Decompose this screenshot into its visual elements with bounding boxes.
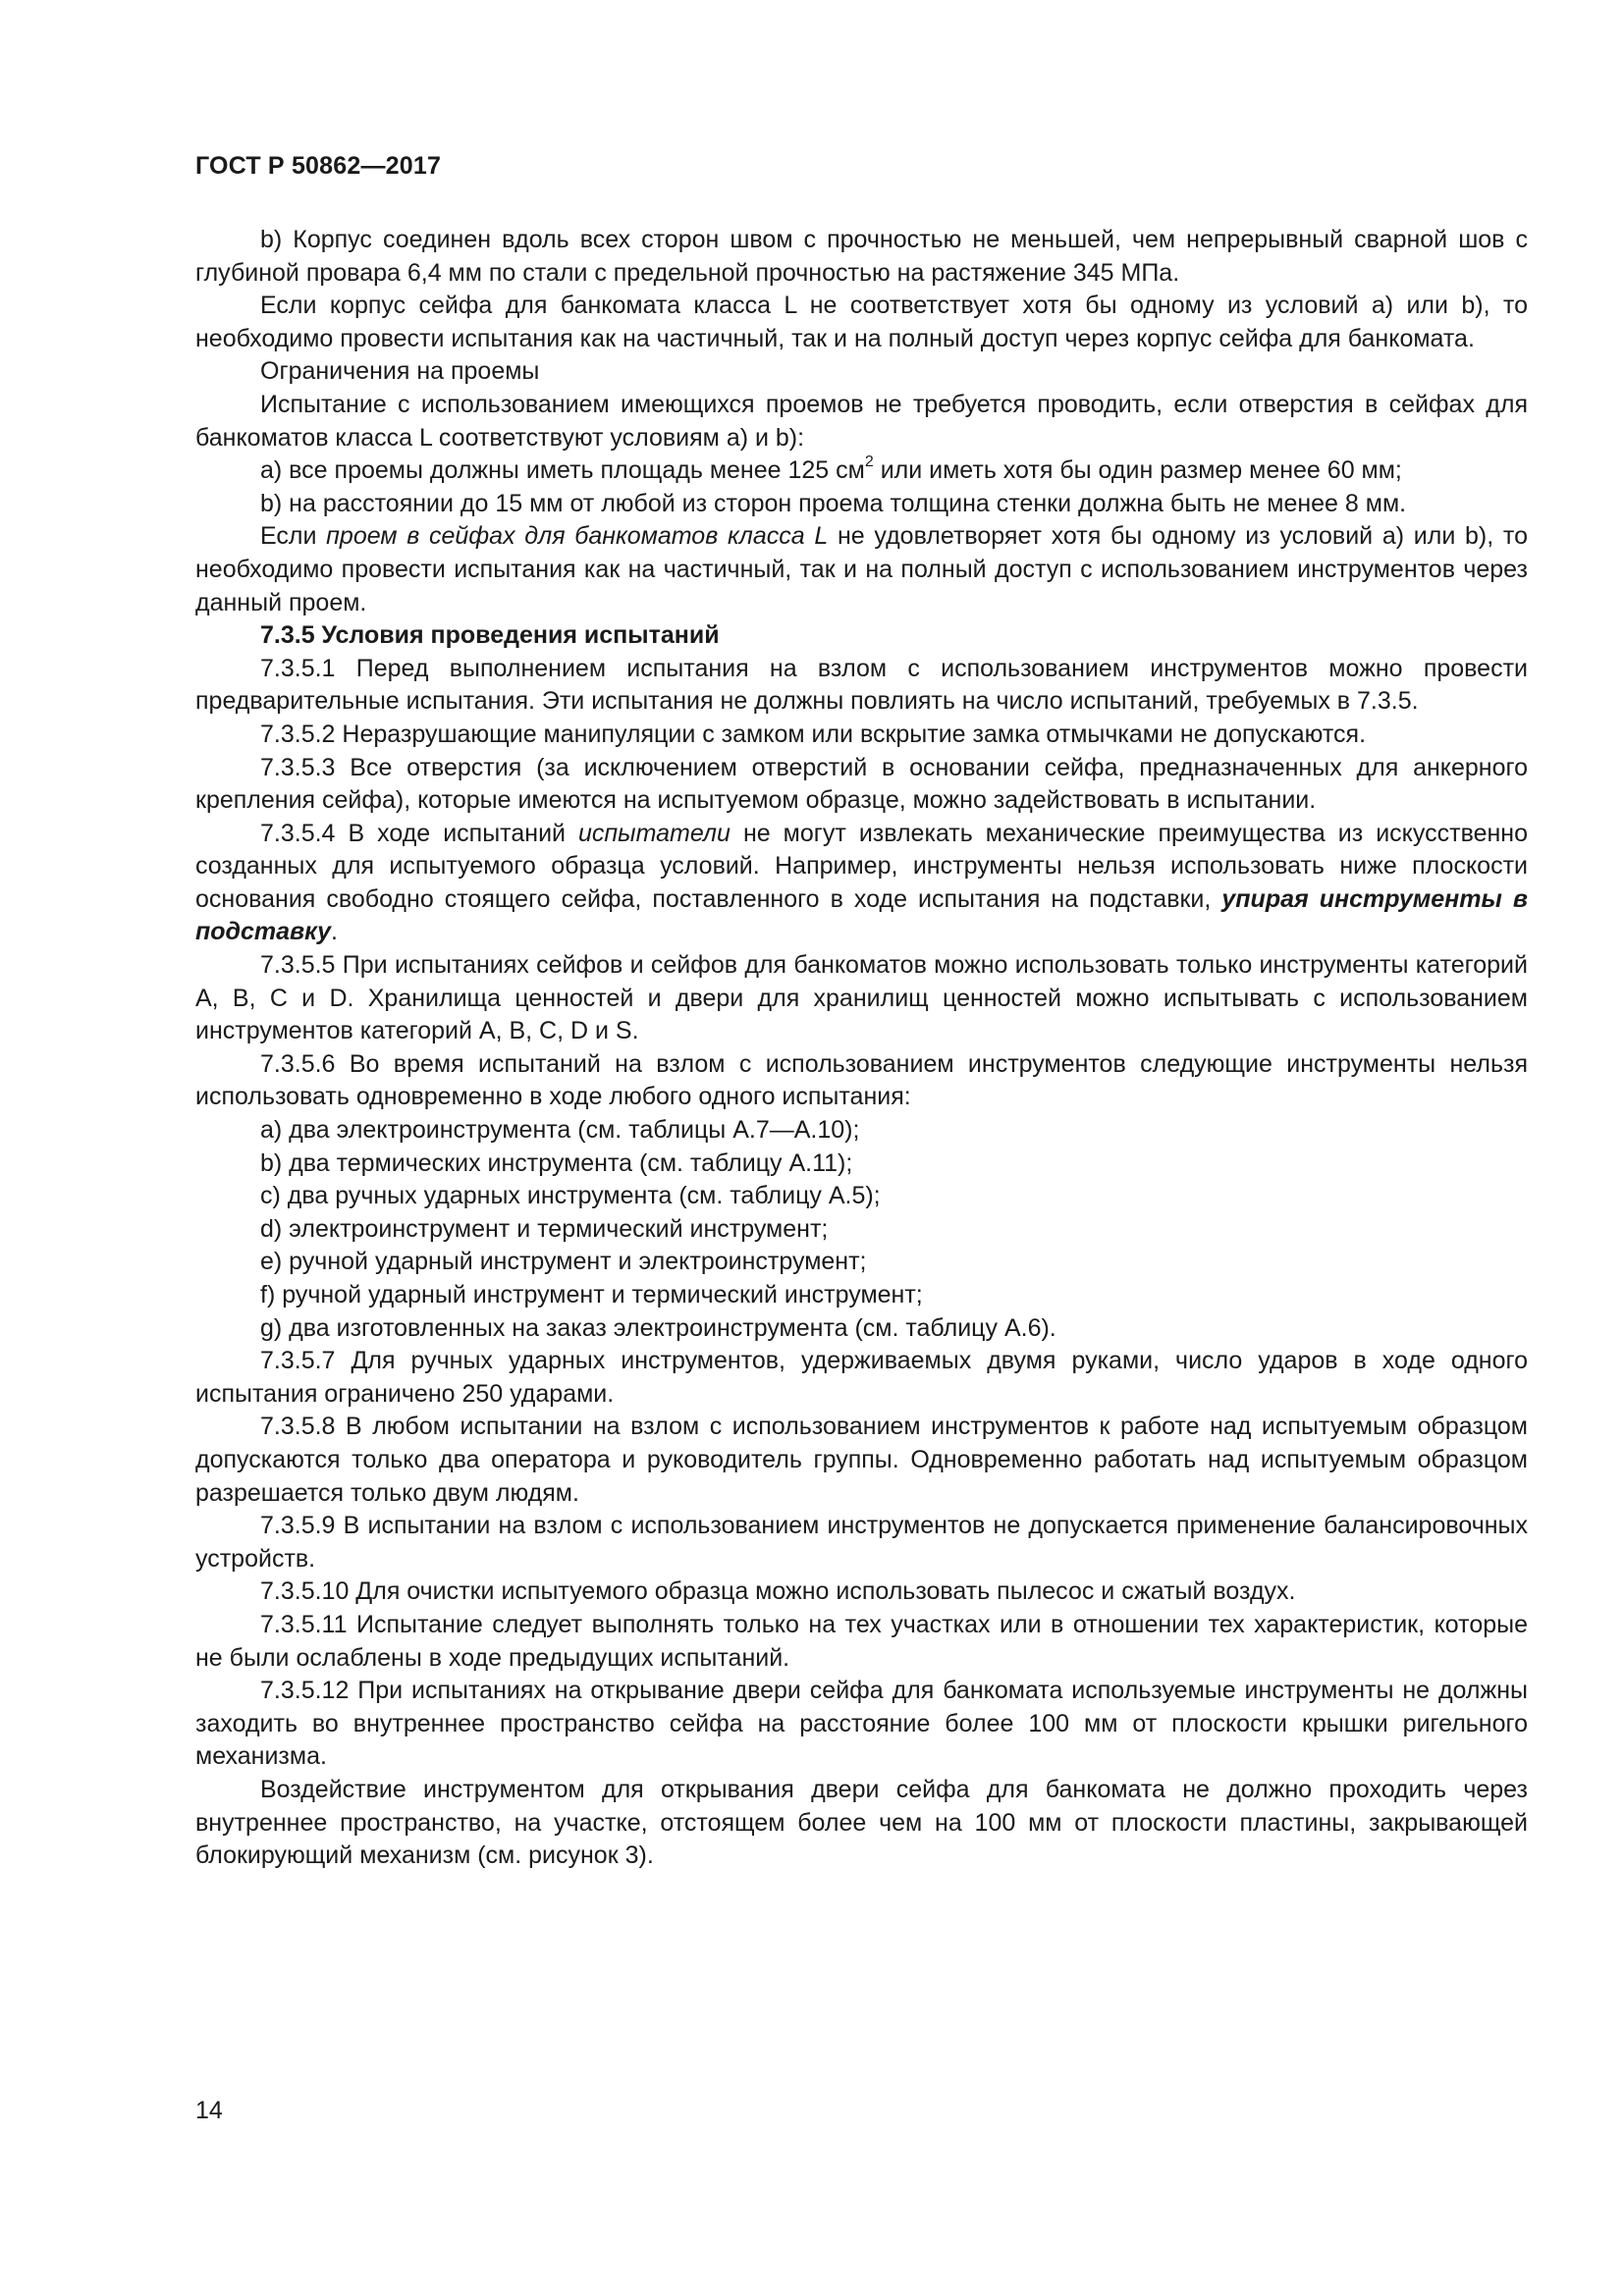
text-run: не удовлетворяет хотя бы одному из условий а) или b), то необходимо провести испытания как на частичный, так и на полный доступ с использованием инструментов через данный проем.	[195, 522, 1528, 616]
list-item: d) электроинструмент и термический инструмент;	[260, 1214, 829, 1243]
list-item: g) два изготовленных на заказ электроинструмента (см. таблицу А.6).	[260, 1313, 1056, 1342]
paragraph: b) на расстоянии до 15 мм от любой из сторон проема толщина стенки должна быть не менее 8 мм.	[260, 489, 1407, 517]
document-body	[195, 224, 1528, 1873]
paragraph: 7.3.5.1 Перед выполнением испытания на взлом с использованием инструментов можно провести предварительные испытания. Эти испытания не должны повлиять на число испытаний, требуемых в 7.3.5.	[195, 654, 1528, 716]
paragraph	[195, 454, 1528, 488]
paragraph: 7.3.5.6 Во время испытаний на взлом с использованием инструментов следующие инструменты нельзя использовать одновременно в ходе любого одного испытания:	[195, 1049, 1528, 1111]
text-run: или иметь хотя бы один размер менее 60 мм;	[873, 456, 1402, 485]
paragraph: b) Корпус соединен вдоль всех сторон швом с прочностью не меньшей, чем непрерывный сварной шов с глубиной провара 6,4 мм по стали с предельной прочностью на растяжение 345 МПа.	[195, 226, 1528, 287]
text-run: а) все проемы должны иметь площадь менее 125 см	[260, 456, 865, 485]
list-item: f) ручной ударный инструмент и термический инструмент;	[260, 1281, 923, 1308]
paragraph: 7.3.5.3 Все отверстия (за исключением отверстий в основании сейфа, предназначенных для анкерного крепления сейфа), которые имеются на испытуемом образце, можно задействовать в испытании.	[195, 753, 1528, 815]
subheading-openings: Ограничения на проемы	[260, 357, 540, 386]
text-run: 7.3.5.4 В ходе испытаний	[260, 819, 579, 847]
list-item: а) два электроинструмента (см. таблицы А.7—А.10);	[260, 1116, 860, 1145]
italic-term: испытатели	[578, 819, 731, 847]
text-run: Если	[260, 522, 327, 551]
list-item: b) два термических инструмента (см. таблицу А.11);	[260, 1148, 853, 1177]
paragraph: 7.3.5.2 Неразрушающие манипуляции с замком или вскрытие замка отмычками не допускаются.	[260, 720, 1367, 748]
paragraph: 7.3.5.8 В любом испытании на взлом с использованием инструментов к работе над испытуемым образцом допускаются только два оператора и руководитель группы. Одновременно работать над испытуемым образцом разрешается только двум людям.	[195, 1413, 1528, 1507]
bold-italic-term: упирая инструменты в подставку	[195, 884, 1528, 946]
paragraph: 7.3.5.9 В испытании на взлом с использованием инструментов не допускается применение балансировочных устройств.	[195, 1512, 1528, 1573]
paragraph: Испытание с использованием имеющихся проемов не требуется проводить, если отверстия в сейфах для банкоматов класса L соответствуют условиям а) и b):	[195, 390, 1528, 452]
text-run: не могут извлекать механические преимущества из искусственно созданных для испытуемого образца условий. Например, инструменты нельзя использовать ниже плоскости основания свободно стоящего сейфа, поставленного в ходе испытания на подставки,	[195, 819, 1528, 913]
list-item: c) два ручных ударных инструмента (см. таблицу А.5);	[260, 1182, 881, 1210]
paragraph	[195, 520, 1528, 619]
paragraph: 7.3.5.11 Испытание следует выполнять только на тех участках или в отношении тех характеристик, которые не были ослаблены в ходе предыдущих испытаний.	[195, 1610, 1528, 1672]
list-item: e) ручной ударный инструмент и электроинструмент;	[260, 1248, 867, 1276]
document-header: ГОСТ Р 50862—2017	[195, 152, 442, 180]
paragraph: 7.3.5.10 Для очистки испытуемого образца можно использовать пылесос и сжатый воздух.	[260, 1577, 1296, 1606]
paragraph: 7.3.5.7 Для ручных ударных инструментов, удерживаемых двумя руками, число ударов в ходе одного испытания ограничено 250 ударами.	[195, 1347, 1528, 1408]
italic-term: проем в сейфах для банкоматов класса L	[326, 522, 829, 551]
text-run: .	[331, 918, 338, 946]
paragraph: 7.3.5.12 При испытаниях на открывание двери сейфа для банкомата используемые инструменты не должны заходить во внутреннее пространство сейфа на расстояние более 100 мм от плоскости крышки ригельного механизма.	[195, 1677, 1528, 1771]
page-number: 14	[195, 2097, 223, 2124]
superscript: 2	[864, 454, 874, 471]
section-heading: 7.3.5 Условия проведения испытаний	[260, 621, 720, 650]
paragraph: Воздействие инструментом для открывания двери сейфа для банкомата не должно проходить через внутреннее пространство, на участке, отстоящем более чем на 100 мм от плоскости пластины, закрывающей блокирующий механизм (см. рисунок 3).	[195, 1775, 1528, 1870]
paragraph: 7.3.5.5 При испытаниях сейфов и сейфов для банкоматов можно использовать только инструменты категорий A, B, C и D. Хранилища ценностей и двери для хранилищ ценностей можно испытывать с использованием инструментов категорий A, B, C, D и S.	[195, 951, 1528, 1045]
paragraph	[195, 818, 1528, 949]
paragraph: Если корпус сейфа для банкомата класса L не соответствует хотя бы одному из условий а) или b), то необходимо провести испытания как на частичный, так и на полный доступ через корпус сейфа для банкомата.	[195, 292, 1528, 352]
